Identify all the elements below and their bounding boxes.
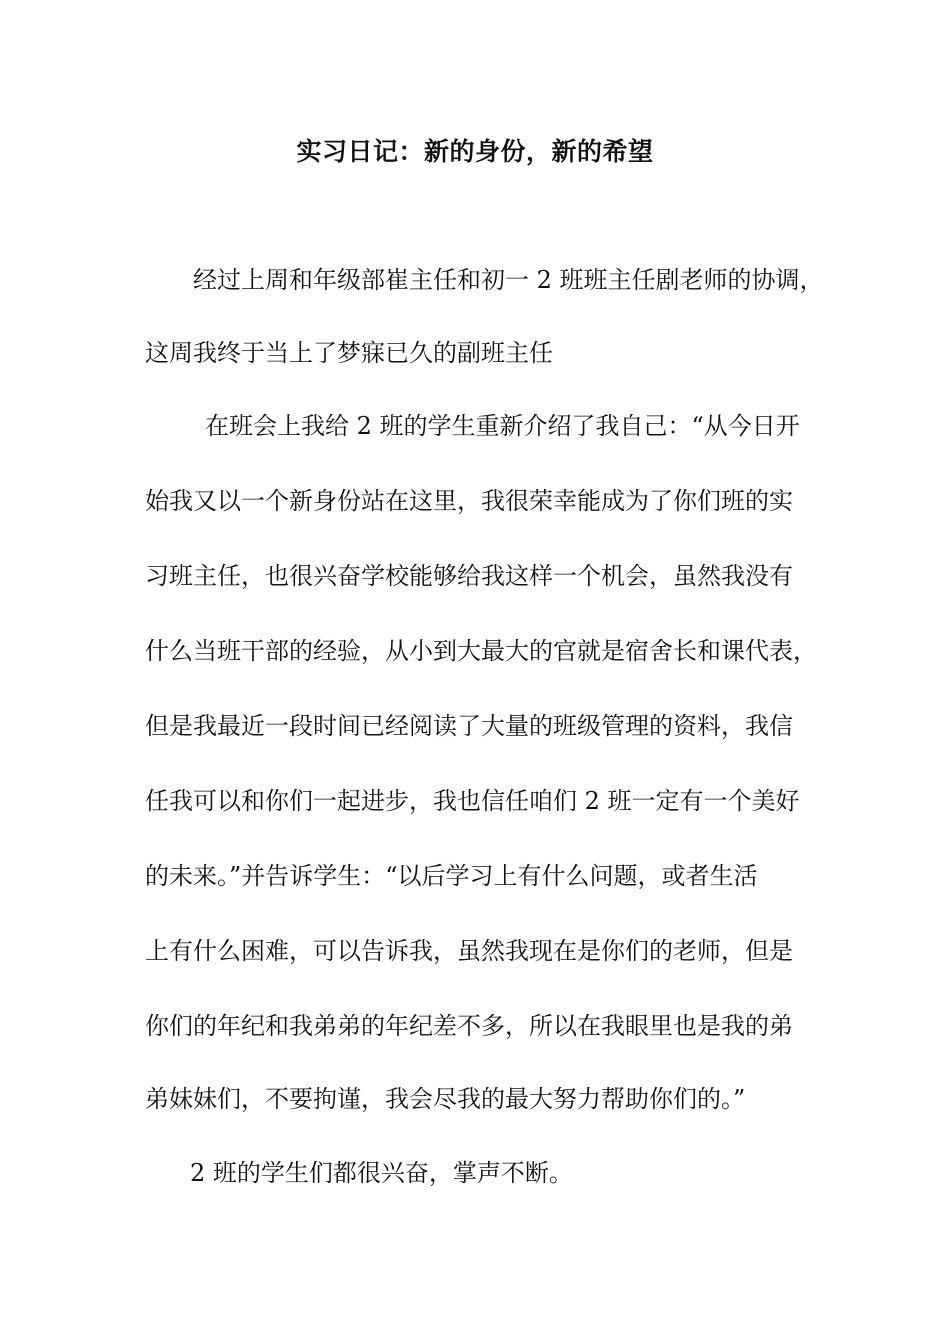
paragraph-line: 上有什么困难，可以告诉我，虽然我现在是你们的老师，但是 xyxy=(145,937,793,965)
paragraph-line: 2 班的学生们都很兴奋，掌声不断。 xyxy=(190,1159,573,1187)
paragraph-line: 弟妹妹们，不要拘谨，我会尽我的最大努力帮助你们的。” xyxy=(145,1085,746,1113)
paragraph-line: 经过上周和年级部崔主任和初一 2 班班主任剧老师的协调， xyxy=(193,266,824,294)
paragraph-line: 任我可以和你们一起进步，我也信任咱们 2 班一定有一个美好 xyxy=(145,787,800,815)
paragraph-line: 始我又以一个新身份站在这里，我很荣幸能成为了你们班的实 xyxy=(145,487,793,515)
paragraph-line: 什么当班干部的经验，从小到大最大的官就是宿舍长和课代表， xyxy=(145,637,817,665)
paragraph-line: 你们的年纪和我弟弟的年纪差不多，所以在我眼里也是我的弟 xyxy=(145,1012,793,1040)
paragraph-line: 在班会上我给 2 班的学生重新介绍了我自己：“从今日开 xyxy=(205,412,800,440)
paragraph-line: 这周我终于当上了梦寐已久的副班主任 xyxy=(145,339,553,367)
paragraph-line: 的未来。”并告诉学生：“以后学习上有什么问题，或者生活 xyxy=(145,862,758,890)
document-title: 实习日记：新的身份，新的希望 xyxy=(296,137,654,166)
paragraph-line: 习班主任，也很兴奋学校能够给我这样一个机会，虽然我没有 xyxy=(145,562,793,590)
paragraph-line: 但是我最近一段时间已经阅读了大量的班级管理的资料，我信 xyxy=(145,712,793,740)
